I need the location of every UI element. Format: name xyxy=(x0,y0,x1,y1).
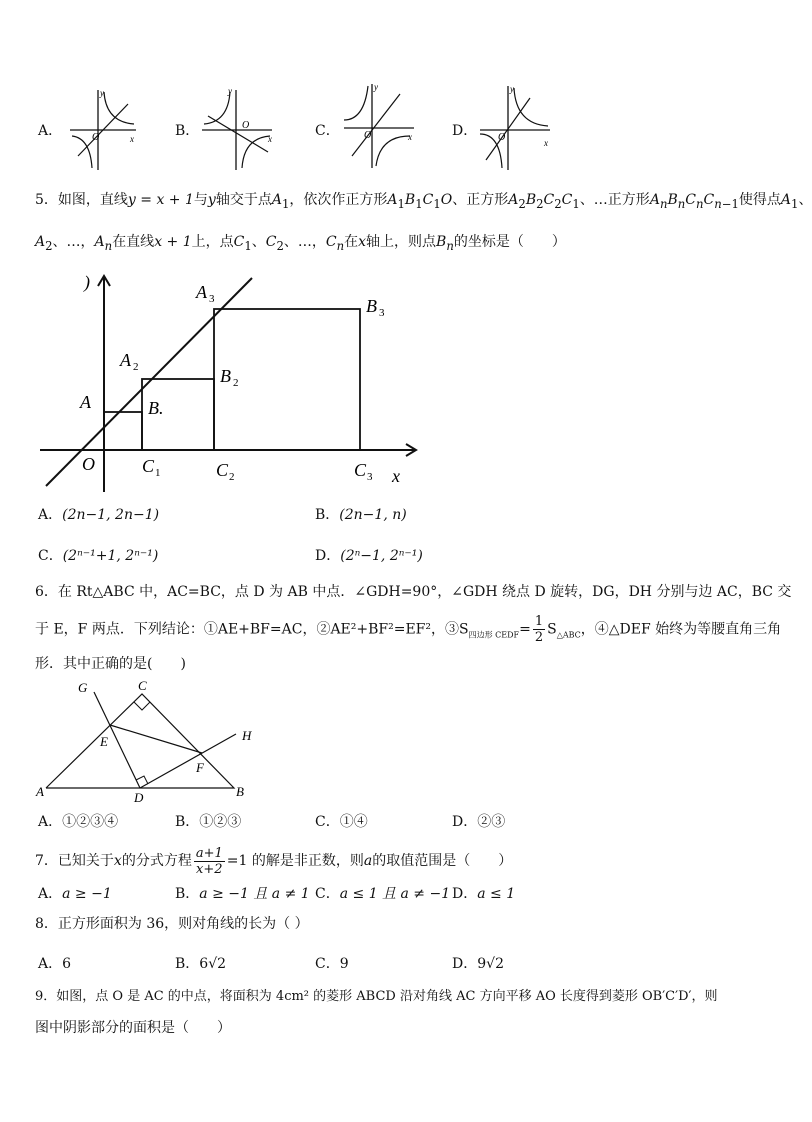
svg-text:B: B xyxy=(366,296,377,316)
q5-option-c: C．(2ⁿ⁻¹+1, 2ⁿ⁻¹) xyxy=(38,548,159,564)
q8-option-d: D．9√2 xyxy=(452,956,504,972)
svg-text:3: 3 xyxy=(367,471,373,483)
q7-option-b: B．a ≥ −1 且 a ≠ 1 xyxy=(175,886,310,902)
q6-option-a: A．①②③④ xyxy=(38,814,119,830)
svg-text:A: A xyxy=(80,392,91,412)
svg-text:H: H xyxy=(242,728,252,743)
svg-text:F: F xyxy=(196,760,204,775)
svg-text:C: C xyxy=(142,456,155,476)
q5-stem-line2: $A_2$、…，$A_n$在直线x + 1上，点$C_1$、$C_2$、…，$C_n$在x轴上，则点$B_n$的坐标是（ ） xyxy=(35,234,566,253)
svg-text:C: C xyxy=(138,678,147,693)
q6-option-b: B．①②③ xyxy=(175,814,242,830)
q4-option-c-graph xyxy=(340,80,420,170)
svg-text:1: 1 xyxy=(155,467,161,479)
q4-option-b-label: B． xyxy=(175,123,200,139)
q6-stem-line2: 于 E，F 两点．下列结论：①AE+BF=AC，②AE²+BF²=EF²，$③S_{四边形 CEDF}=$ $\frac{1}{2}$ $S_{\triangle ABC}$，④△DEF 始终为等腰直角三角 xyxy=(35,614,782,645)
q4-option-b-graph xyxy=(198,86,278,172)
q7-stem: 7．已知关于x的分式方程 $\frac{a+1}{x+2}$ =1 的解是非正数，则a的取值范围是（ ） xyxy=(35,845,513,877)
svg-text:2: 2 xyxy=(233,377,239,389)
origin-label: O xyxy=(82,454,95,474)
svg-text:O: O xyxy=(242,120,250,131)
svg-text:B: B xyxy=(236,784,244,799)
q4-option-a-graph xyxy=(66,86,142,172)
svg-text:A: A xyxy=(120,350,131,370)
q6-stem-line3: 形．其中正确的是( ) xyxy=(35,656,186,672)
svg-text:2: 2 xyxy=(229,471,235,483)
q6-stem-line1: 6．在 Rt△ABC 中，AC=BC，点 D 为 AB 中点．∠GDH=90°，∠GDH 绕点 D 旋转，DG，DH 分别与边 AC，BC 交 xyxy=(35,584,792,600)
x-axis-label: x xyxy=(392,466,400,486)
svg-text:x: x xyxy=(130,134,134,144)
svg-text:D: D xyxy=(134,790,144,805)
svg-text:x: x xyxy=(268,134,272,144)
q8-option-a: A．6 xyxy=(38,956,72,972)
q8-stem: 8．正方形面积为 36，则对角线的长为（ ） xyxy=(35,916,309,932)
svg-text:O: O xyxy=(498,132,506,143)
q4-option-a-label: A． xyxy=(38,123,63,139)
svg-text:x: x xyxy=(544,138,548,148)
svg-text:A: A xyxy=(196,282,207,302)
q9-stem-line2: 图中阴影部分的面积是（ ） xyxy=(35,1020,231,1036)
q4-option-d-graph xyxy=(476,82,556,172)
q5-stem-line1: 5．如图，直线y = x + 1与y轴交于点$A_1$，依次作正方形$A_1B_1C_1O$、正方形$A_2B_2C_2C_1$、…正方形$A_nB_nC_nC_{n-1}$使得点$A_1$、 xyxy=(35,192,812,211)
svg-text:C: C xyxy=(354,460,367,480)
svg-text:y: y xyxy=(374,82,378,92)
q5-option-d: D．(2ⁿ−1, 2ⁿ⁻¹) xyxy=(315,548,423,564)
svg-text:E: E xyxy=(100,734,108,749)
svg-text:y: y xyxy=(100,88,104,98)
svg-text:B: B xyxy=(220,366,231,386)
y-axis-label: ) xyxy=(84,272,90,292)
svg-text:2: 2 xyxy=(133,361,139,373)
svg-text:O: O xyxy=(364,130,372,141)
q5-figure xyxy=(36,270,426,496)
q8-option-b: B．6√2 xyxy=(175,956,227,972)
q6-option-d: D．②③ xyxy=(452,814,506,830)
q5-option-b: B．(2n−1, n) xyxy=(315,507,407,523)
q9-stem-line1: 9．如图，点 O 是 AC 的中点，将面积为 4cm² 的菱形 ABCD 沿对角线 AC 方向平移 AO 长度得到菱形 OB′C′D′，则 xyxy=(35,989,718,1004)
svg-text:A: A xyxy=(36,784,44,799)
q4-option-c-label: C． xyxy=(315,123,340,139)
svg-text:y: y xyxy=(228,86,232,96)
q6-figure xyxy=(36,676,272,806)
q7-option-c: C．a ≤ 1 且 a ≠ −1 xyxy=(315,886,451,902)
svg-text:B.: B. xyxy=(148,398,164,418)
q5-option-a: A．(2n−1, 2n−1) xyxy=(38,507,160,523)
svg-text:y: y xyxy=(510,84,514,94)
q6-option-c: C．①④ xyxy=(315,814,368,830)
q8-option-c: C．9 xyxy=(315,956,349,972)
q7-option-d: D．a ≤ 1 xyxy=(452,886,516,902)
q7-option-a: A．a ≥ −1 xyxy=(38,886,112,902)
q4-option-d-label: D． xyxy=(452,123,478,139)
svg-text:3: 3 xyxy=(379,307,385,319)
svg-text:O: O xyxy=(92,132,100,143)
svg-text:C: C xyxy=(216,460,229,480)
svg-text:x: x xyxy=(408,132,412,142)
svg-text:G: G xyxy=(78,680,88,695)
svg-text:3: 3 xyxy=(209,293,215,305)
